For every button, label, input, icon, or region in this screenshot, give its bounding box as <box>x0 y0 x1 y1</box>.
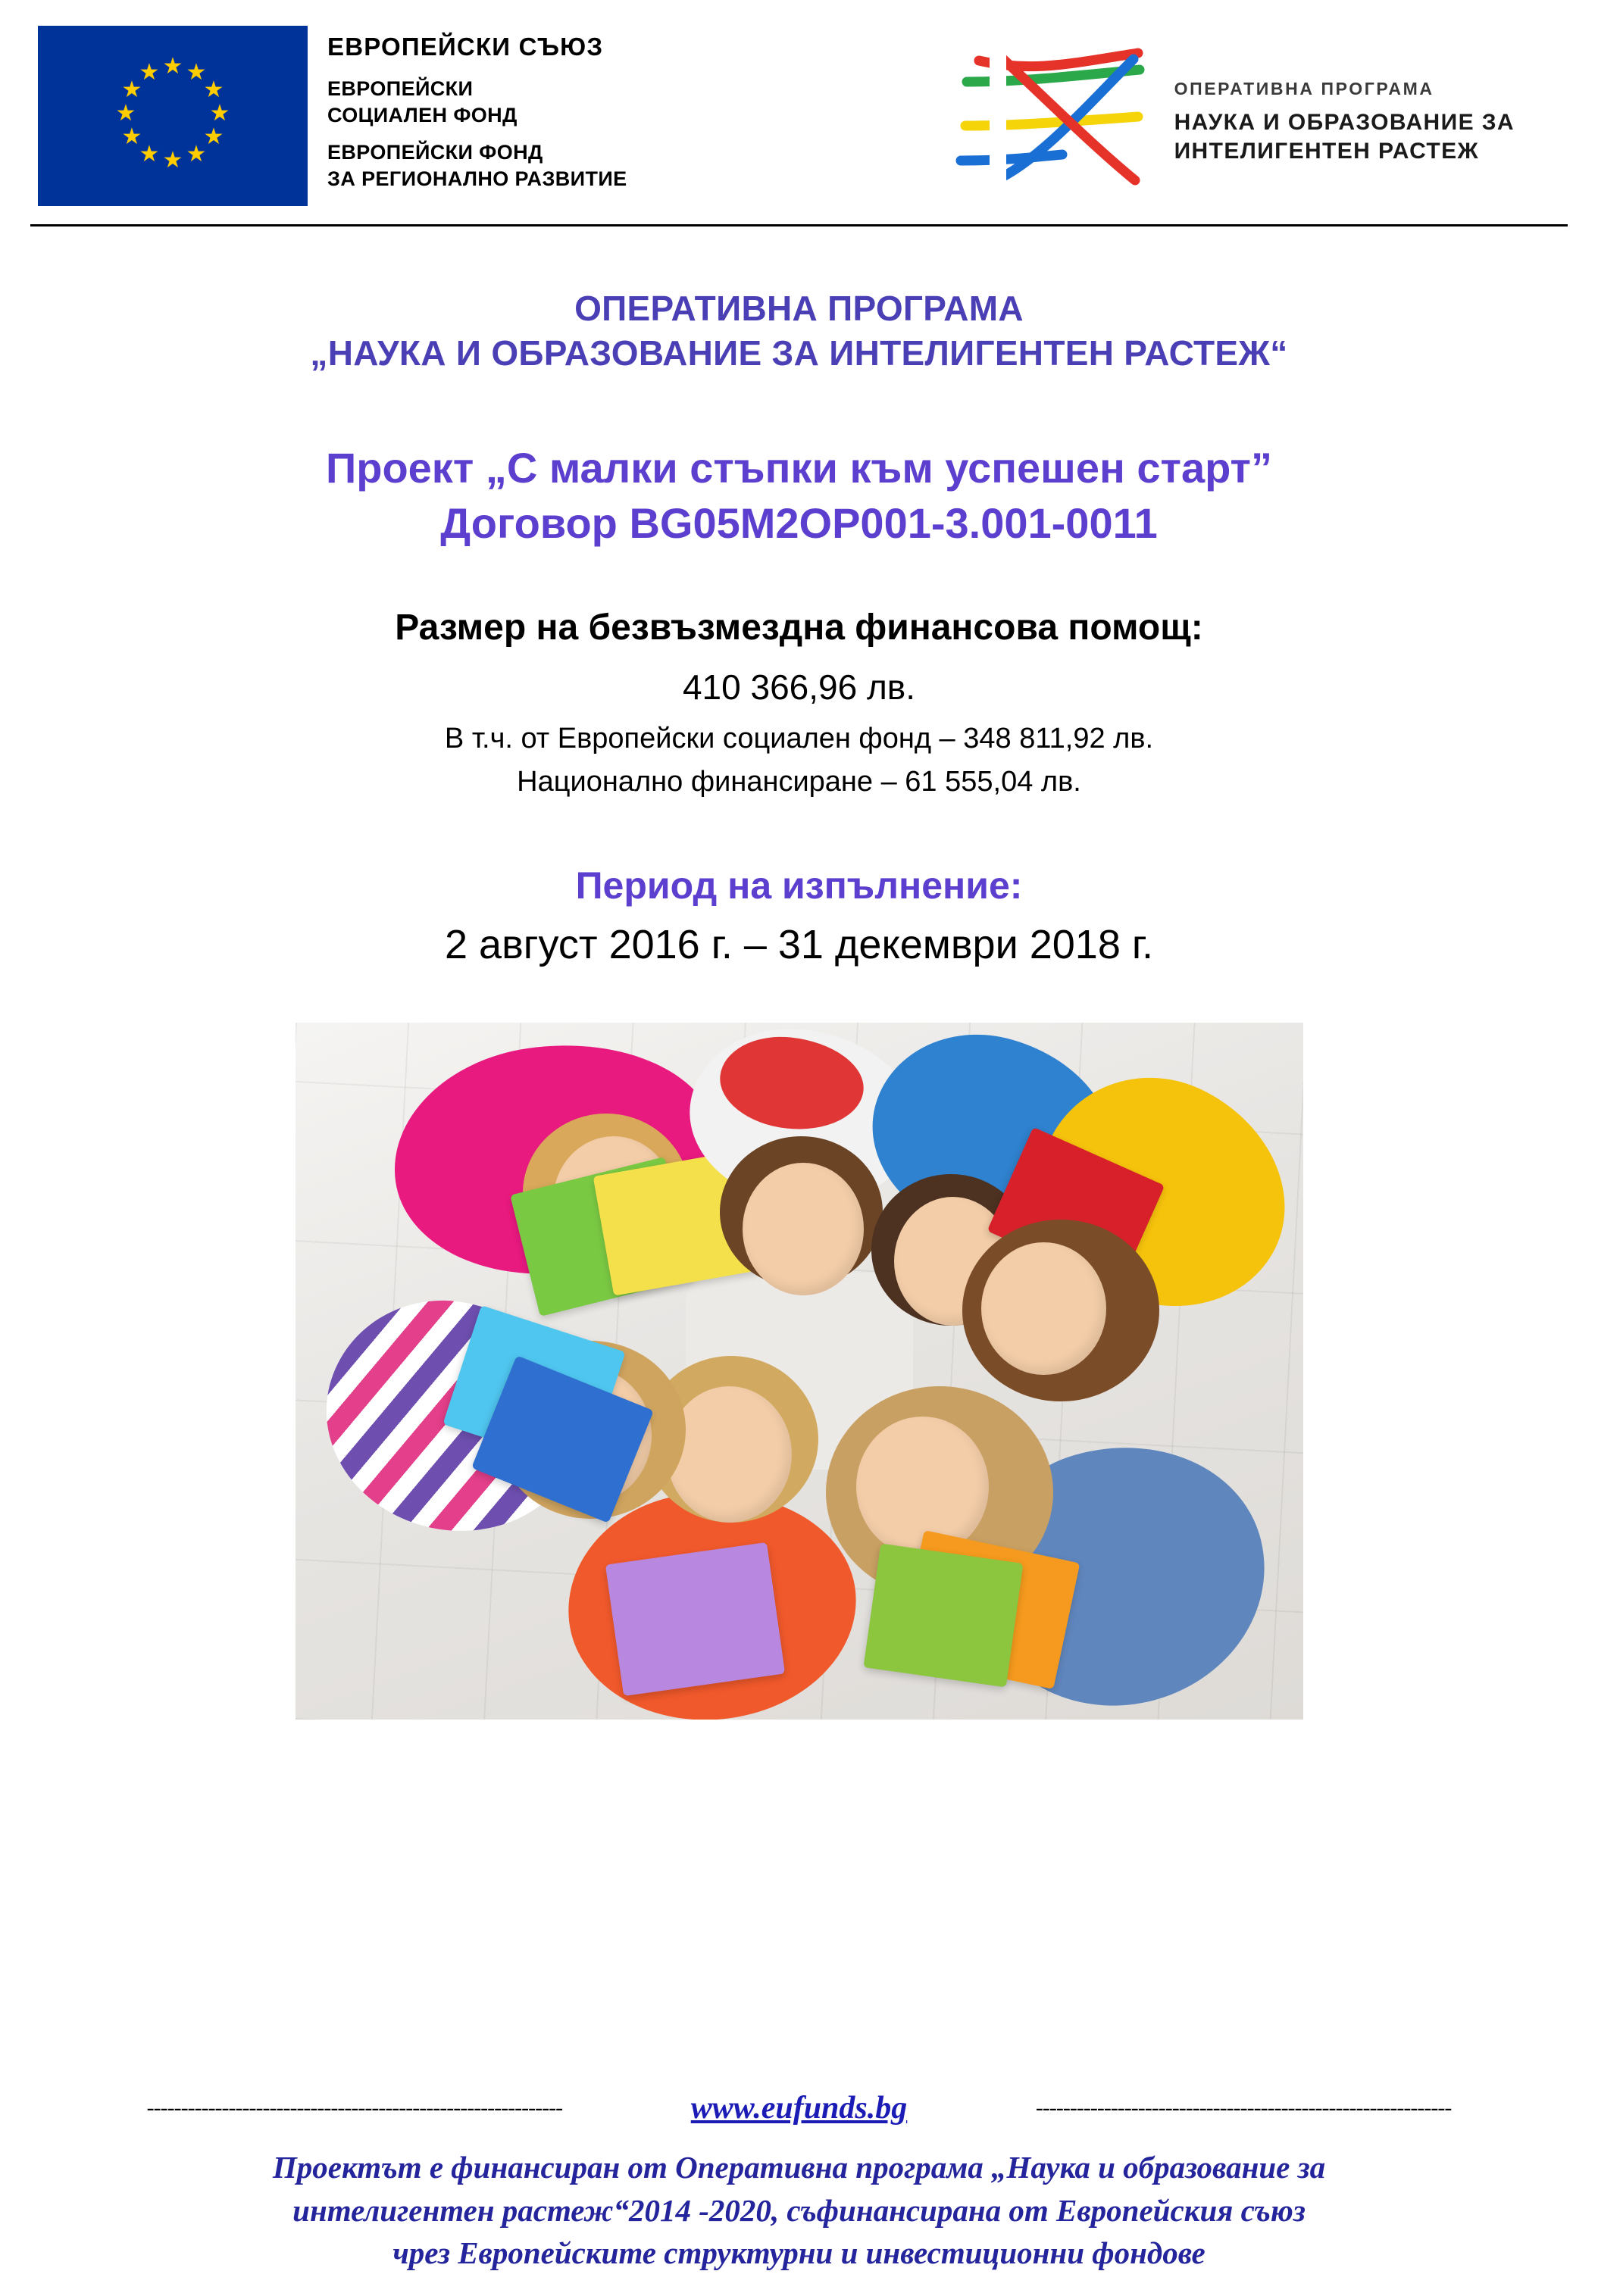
book-purple-1 <box>605 1542 784 1696</box>
eu-fund-social <box>327 76 627 129</box>
project-name: Проект „С малки стъпки към успешен старт” <box>326 443 1272 492</box>
book-green-2 <box>863 1544 1023 1688</box>
grant-esf-line: В т.ч. от Европейски социален фонд – 348 811,92 лв. <box>444 723 1154 755</box>
grant-title: Размер на безвъзмездна финансова помощ: <box>395 608 1203 648</box>
child-head-5 <box>856 1417 989 1557</box>
footer-dash-right: ------------------------------------------------------------- <box>1035 2095 1452 2121</box>
footer-disclaimer-line1: Проектът е финансиран от Оперативна програма „Наука и образование за <box>272 2150 1326 2185</box>
eu-logo-text <box>327 26 627 192</box>
period-title: Период на изпълнение: <box>575 864 1023 907</box>
eu-title: ЕВРОПЕЙСКИ СЪЮЗ <box>327 33 604 61</box>
program-title-line1: ОПЕРАТИВНА ПРОГРАМА <box>574 289 1024 328</box>
child-head-6 <box>667 1386 792 1523</box>
document-body <box>0 227 1598 1720</box>
eu-stars-group: ★ ★ ★ ★ ★ ★ ★ ★ ★ ★ ★ ★ <box>115 54 230 173</box>
document-header <box>0 0 1598 227</box>
grant-amount: 410 366,96 лв. <box>682 667 916 708</box>
footer-dash-left: ------------------------------------------------------------- <box>146 2095 563 2121</box>
footer-disclaimer-line2: интелигентен растеж“2014 -2020, съфинансирана от Европейския съюз <box>292 2192 1306 2228</box>
program-title <box>45 286 1553 376</box>
eu-fund-regional <box>327 139 627 192</box>
project-block <box>45 441 1553 551</box>
eu-fund-social-line2: СОЦИАЛЕН ФОНД <box>327 103 518 127</box>
footer-website-row <box>35 2090 1563 2126</box>
children-photo <box>296 1023 1303 1720</box>
eufunds-link[interactable]: www.eufunds.bg <box>690 2091 908 2126</box>
op-main-title-line1: НАУКА И ОБРАЗОВАНИЕ ЗА <box>1174 110 1515 135</box>
project-contract: Договор BG05M2OP001-3.001-0011 <box>440 498 1158 547</box>
eu-fund-regional-line1: ЕВРОПЕЙСКИ ФОНД <box>327 140 543 164</box>
op-logo-text <box>1174 47 1515 167</box>
op-small-title: ОПЕРАТИВНА ПРОГРАМА <box>1174 79 1434 98</box>
op-main-title <box>1174 108 1515 167</box>
grant-national-line: Национално финансиране – 61 555,04 лв. <box>517 766 1081 798</box>
eu-fund-regional-line2: ЗА РЕГИОНАЛНО РАЗВИТИЕ <box>327 167 627 190</box>
op-logo-block <box>949 26 1515 191</box>
period-dates: 2 август 2016 г. – 31 декември 2018 г. <box>445 922 1153 968</box>
child-head-2 <box>743 1163 864 1295</box>
child-head-4 <box>981 1242 1106 1375</box>
op-logo-icon <box>949 47 1153 191</box>
program-title-line2: „НАУКА И ОБРАЗОВАНИЕ ЗА ИНТЕЛИГЕНТЕН РАСТЕЖ“ <box>310 333 1288 373</box>
eu-flag-icon <box>38 26 308 206</box>
document-footer <box>0 2090 1598 2275</box>
footer-disclaimer-line3: чрез Европейските структурни и инвестиционни фондове <box>392 2235 1206 2271</box>
eu-logo-block <box>38 26 627 206</box>
header-divider <box>30 224 1568 226</box>
eu-fund-social-line1: ЕВРОПЕЙСКИ <box>327 77 474 100</box>
footer-disclaimer <box>35 2146 1563 2275</box>
op-main-title-line2: ИНТЕЛИГЕНТЕН РАСТЕЖ <box>1174 139 1480 164</box>
